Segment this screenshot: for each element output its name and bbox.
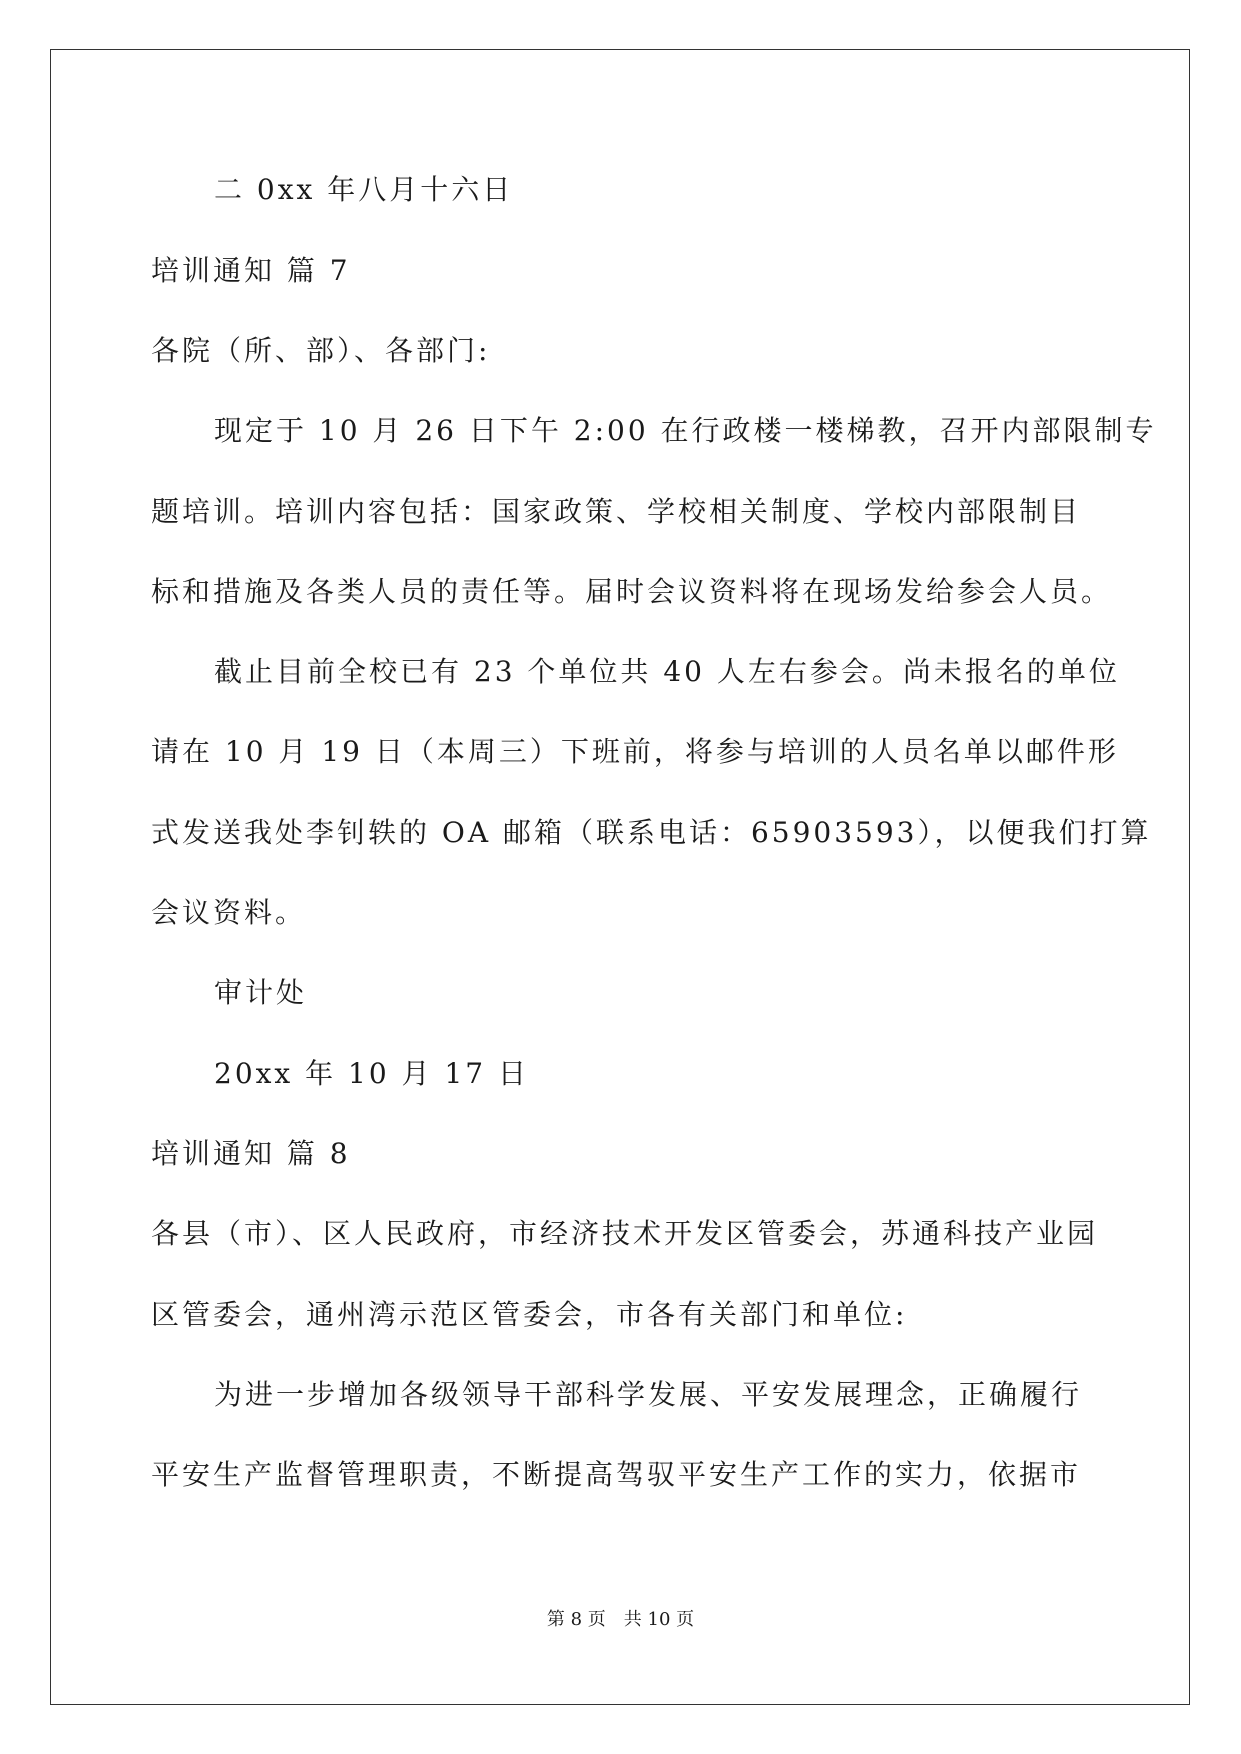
recipients-line: 各县（市）、区人民政府，市经济技术开发区管委会，苏通科技产业园: [151, 1217, 1099, 1250]
section-heading-8: 培训通知 篇 8: [151, 1137, 351, 1170]
recipients-line: 区管委会，通州湾示范区管委会，市各有关部门和单位:: [151, 1298, 908, 1331]
recipients-line: 各院（所、部）、各部门:: [151, 334, 491, 367]
body-line: 为进一步增加各级领导干部科学发展、平安发展理念，正确履行: [214, 1378, 1083, 1411]
section-heading-7: 培训通知 篇 7: [151, 254, 351, 287]
date-line: 二 0xx 年八月十六日: [214, 173, 514, 206]
page-number: 第 8 页 共 10 页: [546, 1609, 695, 1630]
body-line: 会议资料。: [151, 896, 307, 929]
body-line: 标和措施及各类人员的责任等。届时会议资料将在现场发给参会人员。: [151, 575, 1113, 608]
body-line: 现定于 10 月 26 日下午 2:00 在行政楼一楼梯教，召开内部限制专: [214, 414, 1157, 447]
body-line: 请在 10 月 19 日（本周三）下班前，将参与培训的人员名单以邮件形: [151, 735, 1119, 768]
body-line: 题培训。培训内容包括：国家政策、学校相关制度、学校内部限制目: [151, 495, 1082, 528]
signature-line: 审计处: [214, 976, 308, 1009]
body-line: 截止目前全校已有 23 个单位共 40 人左右参会。尚未报名的单位: [214, 655, 1120, 688]
body-line: 式发送我处李钊轶的 OA 邮箱（联系电话：65903593），以便我们打算: [151, 816, 1152, 849]
signature-date: 20xx 年 10 月 17 日: [214, 1057, 529, 1090]
body-line: 平安生产监督管理职责，不断提高驾驭平安生产工作的实力，依据市: [151, 1458, 1082, 1491]
